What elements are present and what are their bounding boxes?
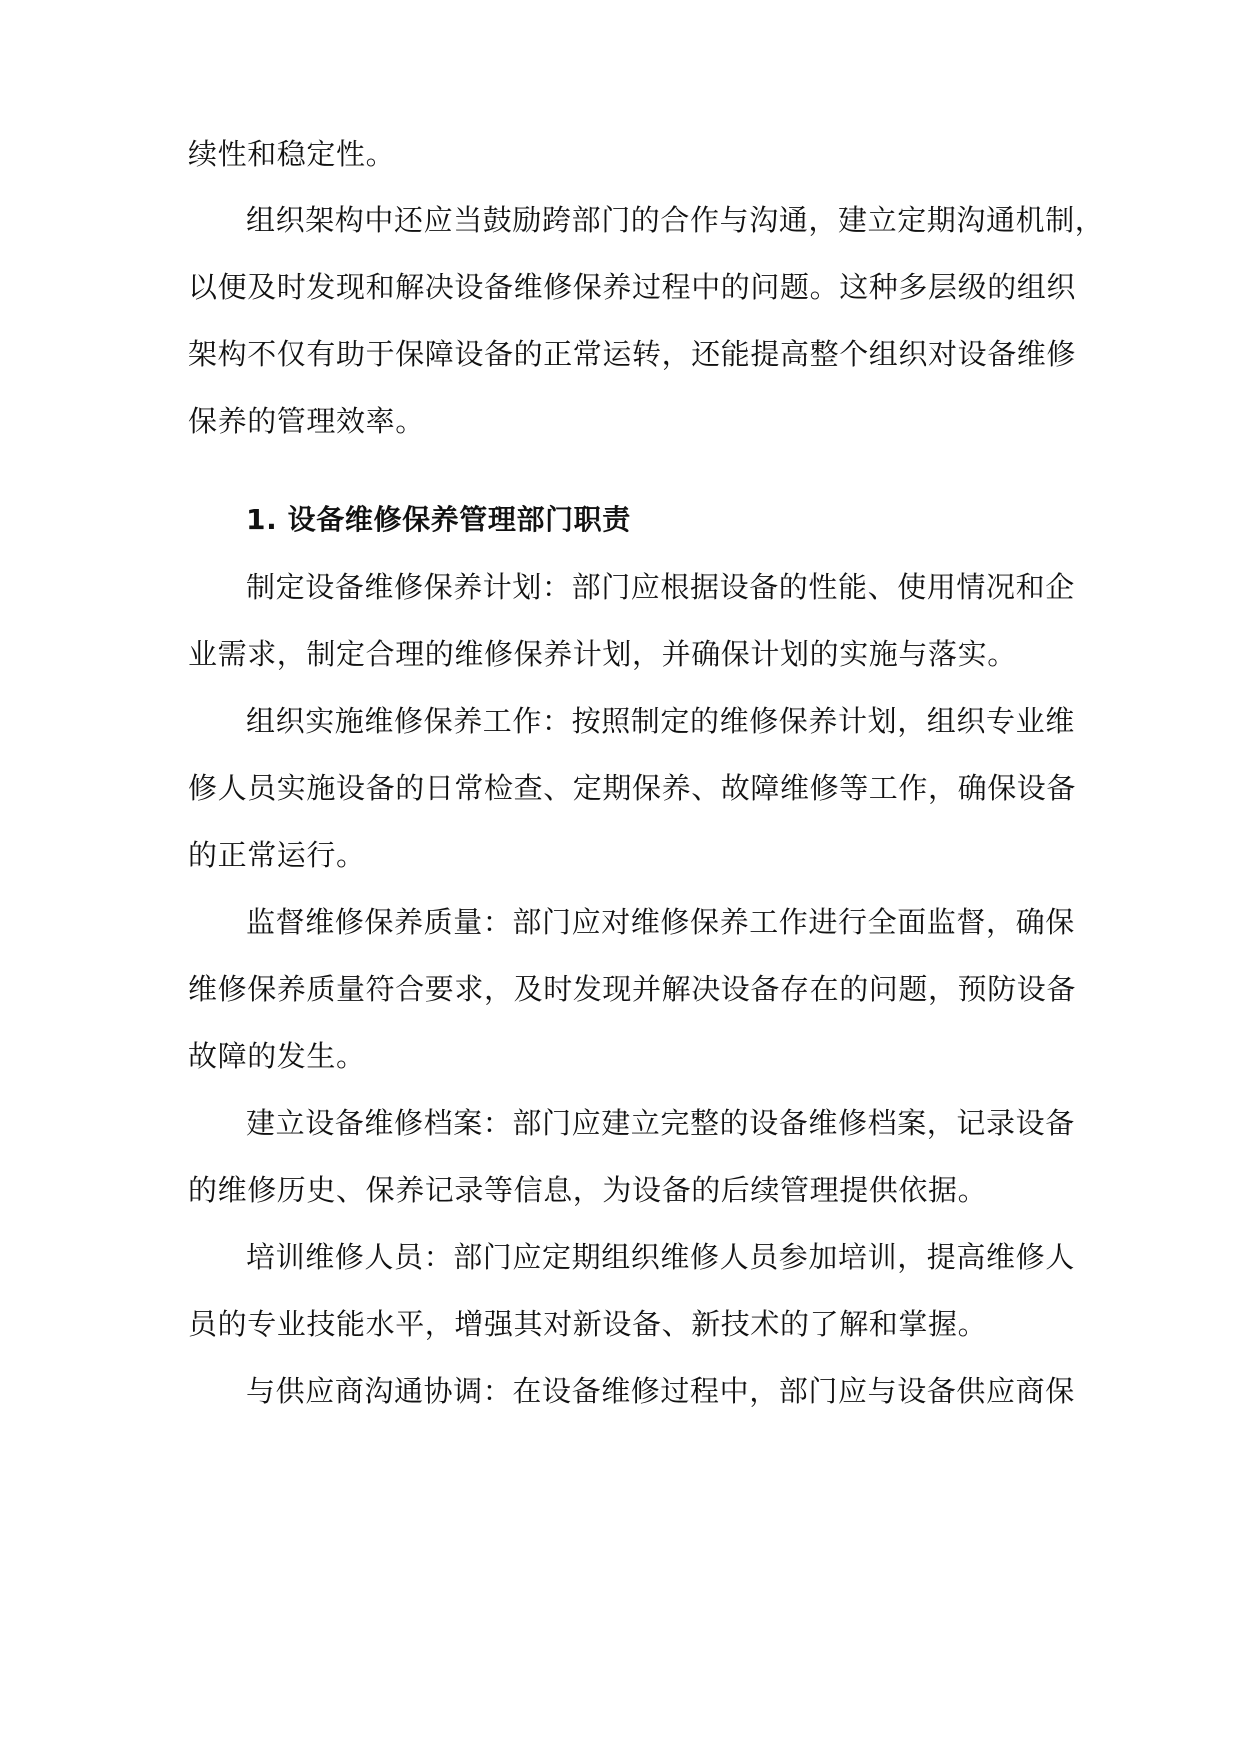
paragraph-line: 维修保养质量符合要求，及时发现并解决设备存在的问题，预防设备 <box>188 972 1077 1006</box>
paragraph-line: 的正常运行。 <box>188 838 366 872</box>
paragraph-line: 监督维修保养质量：部门应对维修保养工作进行全面监督，确保 <box>246 905 1075 939</box>
paragraph-line: 修人员实施设备的日常检查、定期保养、故障维修等工作，确保设备 <box>188 771 1077 805</box>
paragraph-line: 建立设备维修档案：部门应建立完整的设备维修档案，记录设备 <box>246 1106 1075 1140</box>
paragraph-line: 组织架构中还应当鼓励跨部门的合作与沟通，建立定期沟通机制， <box>246 203 1105 237</box>
paragraph-line: 培训维修人员：部门应定期组织维修人员参加培训，提高维修人 <box>246 1240 1075 1274</box>
paragraph-line: 制定设备维修保养计划：部门应根据设备的性能、使用情况和企 <box>246 570 1075 604</box>
paragraph-line: 续性和稳定性。 <box>188 137 396 171</box>
paragraph-line: 业需求，制定合理的维修保养计划，并确保计划的实施与落实。 <box>188 637 1017 671</box>
paragraph-line: 以便及时发现和解决设备维修保养过程中的问题。这种多层级的组织 <box>188 270 1077 304</box>
paragraph-line: 的维修历史、保养记录等信息，为设备的后续管理提供依据。 <box>188 1173 988 1207</box>
paragraph-line: 组织实施维修保养工作：按照制定的维修保养计划，组织专业维 <box>246 704 1075 738</box>
paragraph-line: 保养的管理效率。 <box>188 404 425 438</box>
paragraph-line: 与供应商沟通协调：在设备维修过程中，部门应与设备供应商保 <box>246 1374 1075 1408</box>
paragraph-line: 故障的发生。 <box>188 1039 366 1073</box>
section-heading: 1. 设备维修保养管理部门职责 <box>246 503 631 536</box>
paragraph-line: 架构不仅有助于保障设备的正常运转，还能提高整个组织对设备维修 <box>188 337 1077 371</box>
paragraph-line: 员的专业技能水平，增强其对新设备、新技术的了解和掌握。 <box>188 1307 988 1341</box>
